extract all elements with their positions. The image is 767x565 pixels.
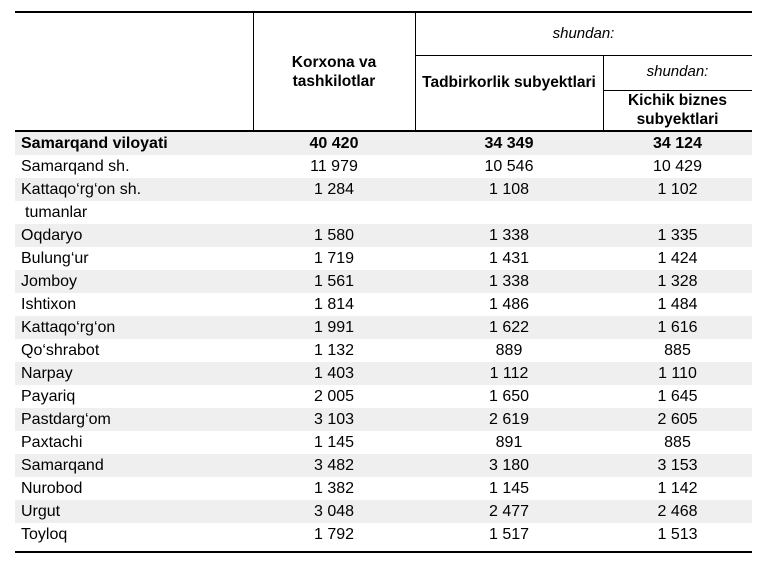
table-row: [15, 523, 752, 546]
row-label: Kattaqo‘rg‘on: [21, 319, 116, 336]
cell-tadbirkorlik: 3 180: [488, 457, 530, 474]
cell-tadbirkorlik: 2 619: [488, 411, 530, 428]
row-label: tumanlar: [25, 204, 88, 221]
cell-tadbirkorlik: 2 477: [488, 503, 530, 520]
cell-korxona: 2 005: [313, 388, 355, 405]
cell-kichik-biznes: 1 110: [658, 365, 697, 382]
row-label: Paxtachi: [21, 434, 83, 451]
row-label: Qo‘shrabot: [21, 342, 100, 359]
cell-tadbirkorlik: 1 517: [488, 526, 530, 543]
cell-korxona: [253, 201, 415, 224]
cell-kichik-biznes: 1 335: [657, 227, 698, 244]
cell-korxona: 11 979: [310, 158, 358, 175]
cell-tadbirkorlik: 1 145: [488, 480, 530, 497]
cell-tadbirkorlik: 1 486: [488, 296, 530, 313]
table-row: [15, 316, 752, 339]
table-row: [15, 500, 752, 523]
row-label: Kattaqo‘rg‘on sh.: [21, 181, 142, 198]
table-row: [15, 247, 752, 270]
cell-korxona: 1 580: [313, 227, 355, 244]
cell-korxona: 1 792: [313, 526, 355, 543]
cell-korxona: 40 420: [309, 135, 359, 152]
header-shundan-top: shundan:: [552, 25, 615, 42]
cell-tadbirkorlik: 1 622: [488, 319, 530, 336]
cell-korxona: 1 382: [313, 480, 355, 497]
cell-korxona: 3 482: [313, 457, 355, 474]
cell-kichik-biznes: 1 513: [657, 526, 698, 543]
cell-korxona: 1 561: [313, 273, 355, 290]
cell-tadbirkorlik: 1 112: [489, 365, 529, 382]
cell-korxona: 1 991: [313, 319, 355, 336]
table-row: [15, 339, 752, 362]
cell-kichik-biznes: 1 328: [657, 273, 698, 290]
cell-kichik-biznes: 10 429: [653, 158, 702, 175]
cell-tadbirkorlik: 1 431: [488, 250, 530, 267]
cell-kichik-biznes: 1 616: [657, 319, 698, 336]
cell-tadbirkorlik: 1 338: [488, 227, 530, 244]
row-label: Toyloq: [21, 526, 68, 543]
cell-korxona: 3 103: [313, 411, 355, 428]
table-row: [15, 155, 752, 178]
table-row: [15, 385, 752, 408]
header-rule: [15, 130, 752, 132]
row-label: Payariq: [21, 388, 76, 405]
cell-kichik-biznes: 1 645: [657, 388, 698, 405]
table-row: [15, 201, 752, 224]
header-tadbirkorlik: Tadbirkorlik subyektlari: [422, 74, 596, 91]
table-row: [15, 477, 752, 500]
divider-v2: [415, 11, 416, 131]
cell-kichik-biznes: 1 424: [657, 250, 698, 267]
cell-korxona: 1 132: [313, 342, 355, 359]
cell-kichik-biznes: 1 484: [657, 296, 698, 313]
row-label: Oqdaryo: [21, 227, 83, 244]
cell-tadbirkorlik: 10 546: [484, 158, 534, 175]
table-row: [15, 362, 752, 385]
bottom-rule: [15, 551, 752, 553]
cell-kichik-biznes: 885: [664, 342, 691, 359]
cell-tadbirkorlik: 34 349: [484, 135, 534, 152]
divider-h1: [415, 55, 752, 56]
cell-tadbirkorlik: 1 650: [488, 388, 530, 405]
table-row: [15, 270, 752, 293]
cell-tadbirkorlik: 891: [495, 434, 523, 451]
header-korxona: Korxona va tashkilotlar: [291, 54, 377, 90]
header-kichik-biznes: Kichik biznes subyektlari: [627, 92, 728, 128]
table-row: [15, 224, 752, 247]
cell-kichik-biznes: 1 142: [657, 480, 698, 497]
cell-korxona: 1 403: [313, 365, 355, 382]
cell-tadbirkorlik: 1 108: [488, 181, 530, 198]
row-label: Ishtixon: [21, 296, 77, 313]
cell-kichik-biznes: 2 468: [657, 503, 698, 520]
cell-korxona: 1 719: [313, 250, 355, 267]
divider-v1: [253, 11, 254, 131]
cell-korxona: 1 814: [313, 296, 355, 313]
row-label: Urgut: [21, 503, 61, 520]
cell-tadbirkorlik: 889: [495, 342, 523, 359]
row-label: Samarqand: [21, 457, 104, 474]
cell-kichik-biznes: 3 153: [657, 457, 698, 474]
row-label: Pastdarg‘om: [21, 411, 111, 428]
top-rule: [15, 11, 752, 13]
header-shundan-sub: shundan:: [646, 63, 709, 80]
table-row: [15, 293, 752, 316]
cell-tadbirkorlik: [415, 201, 603, 224]
table-row: [15, 431, 752, 454]
row-label: Samarqand sh.: [21, 158, 130, 175]
table-row: [15, 454, 752, 477]
cell-kichik-biznes: 34 124: [653, 135, 702, 152]
divider-h2: [603, 90, 752, 91]
cell-kichik-biznes: 1 102: [657, 181, 698, 198]
cell-tadbirkorlik: 1 338: [488, 273, 530, 290]
cell-kichik-biznes: 885: [664, 434, 691, 451]
table-row: [15, 178, 752, 201]
row-label: Samarqand viloyati: [21, 135, 168, 152]
row-label: Nurobod: [21, 480, 83, 497]
cell-korxona: 1 284: [313, 181, 355, 198]
divider-v3: [603, 55, 604, 131]
row-label: Narpay: [21, 365, 73, 382]
row-label: Jomboy: [21, 273, 78, 290]
cell-kichik-biznes: 2 605: [657, 411, 698, 428]
table-row: [15, 408, 752, 431]
cell-kichik-biznes: [603, 201, 752, 224]
cell-korxona: 1 145: [313, 434, 355, 451]
table-row: [15, 132, 752, 155]
row-label: Bulung‘ur: [21, 250, 89, 267]
cell-korxona: 3 048: [313, 503, 355, 520]
